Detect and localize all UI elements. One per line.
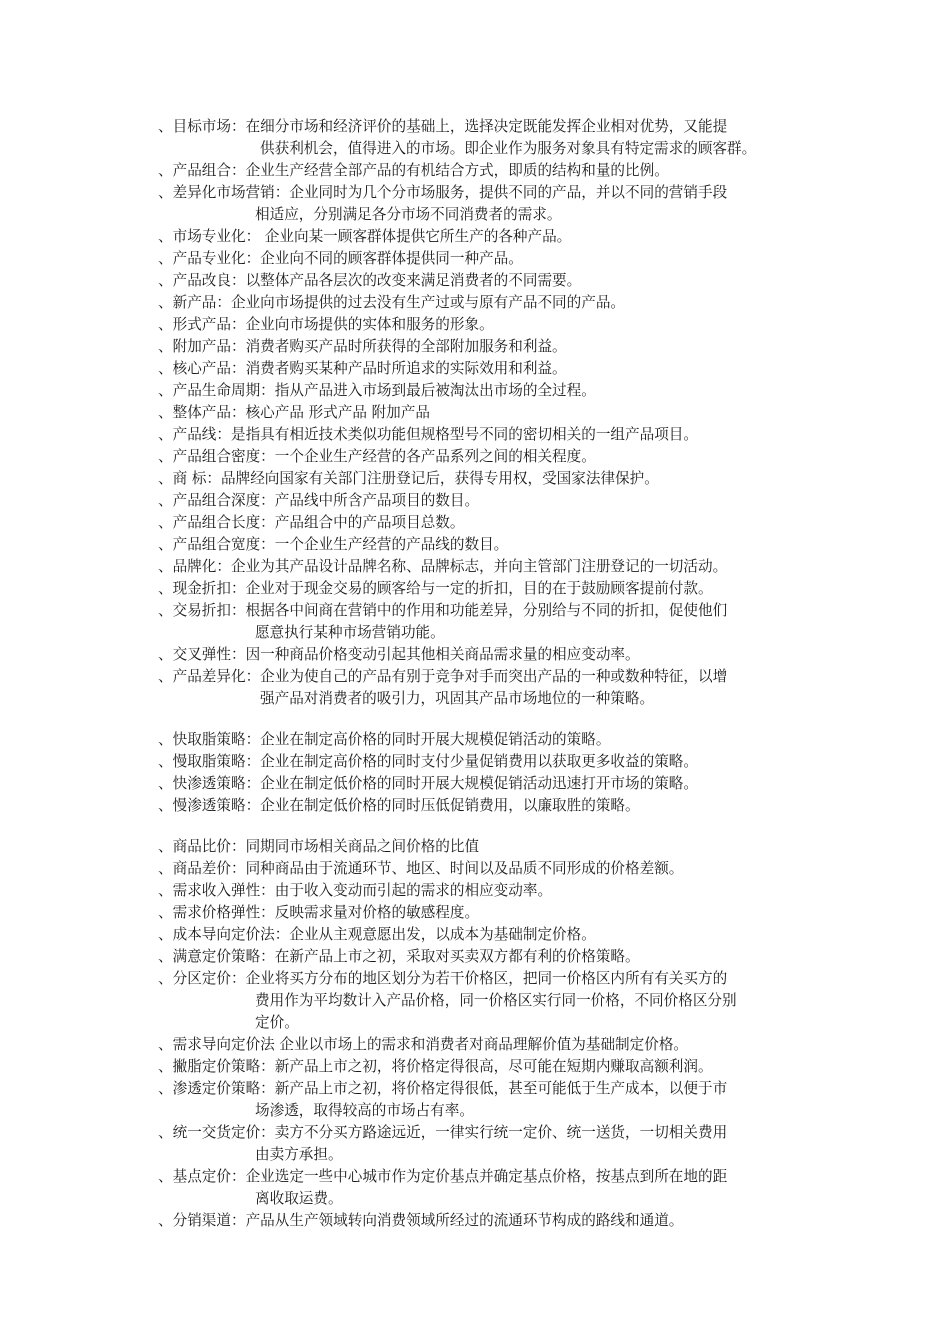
definition-line: 、形式产品：企业向市场提供的实体和服务的形象。 xyxy=(158,316,494,333)
definition-line: 、市场专业化： 企业向某一顾客群体提供它所生产的各种产品。 xyxy=(158,228,572,245)
definition-entry xyxy=(158,968,818,1034)
definition-line: 、撇脂定价策略：新产品上市之初，将价格定得很高，尽可能在短期内赚取高额利润。 xyxy=(158,1058,713,1075)
document-body xyxy=(158,116,818,1232)
definition-line: 、差异化市场营销：企业同时为几个分市场服务，提供不同的产品，并以不同的营销手段 xyxy=(158,184,728,201)
definition-entry xyxy=(158,946,818,968)
definition-line: 、产品改良：以整体产品各层次的改变来满足消费者的不同需要。 xyxy=(158,272,582,289)
definition-entry xyxy=(158,1078,818,1122)
definition-entry xyxy=(158,795,818,817)
definition-line: 、商 标：品牌经向国家有关部门注册登记后，获得专用权，受国家法律保护。 xyxy=(158,470,659,487)
definition-entry xyxy=(158,751,818,773)
definition-line: 、交易折扣：根据各中间商在营销中的作用和功能差异，分别给与不同的折扣，促使他们 xyxy=(158,602,728,619)
definition-entry xyxy=(158,729,818,751)
definition-line: 、产品组合深度：产品线中所含产品项目的数目。 xyxy=(158,492,480,509)
definition-entry xyxy=(158,1056,818,1078)
definition-entry xyxy=(158,836,818,858)
definition-continuation-line: 定价。 xyxy=(255,1014,299,1031)
definition-entry xyxy=(158,556,818,578)
definition-line: 、满意定价策略：在新产品上市之初，采取对买卖双方都有利的价格策略。 xyxy=(158,948,640,965)
definition-line: 、产品专业化：企业向不同的顾客群体提供同一种产品。 xyxy=(158,250,523,267)
definition-entry xyxy=(158,1122,818,1166)
definition-line: 、需求导向定价法 企业以市场上的需求和消费者对商品理解价值为基础制定价格。 xyxy=(158,1036,689,1053)
definition-line: 、产品差异化：企业为使自己的产品有别于竞争对手而突出产品的一种或数种特征，以增 xyxy=(158,668,728,685)
definition-line: 、产品组合密度：一个企业生产经营的各产品系列之间的相关程度。 xyxy=(158,448,596,465)
definition-entry xyxy=(158,924,818,946)
definition-entry xyxy=(158,358,818,380)
definition-line: 、产品组合宽度：一个企业生产经营的产品线的数目。 xyxy=(158,536,509,553)
definition-entry xyxy=(158,446,818,468)
definition-continuation-line: 强产品对消费者的吸引力，巩固其产品市场地位的一种策略。 xyxy=(260,690,655,707)
definition-line: 、新产品：企业向市场提供的过去没有生产过或与原有产品不同的产品。 xyxy=(158,294,626,311)
definition-line: 、核心产品：消费者购买某种产品时所追求的实际效用和利益。 xyxy=(158,360,567,377)
definition-entry xyxy=(158,182,818,226)
definition-entry xyxy=(158,490,818,512)
definition-line: 、品牌化：企业为其产品设计品牌名称、品牌标志，并向主管部门注册登记的一切活动。 xyxy=(158,558,728,575)
definition-line: 、产品线：是指具有相近技术类似功能但规格型号不同的密切相关的一组产品项目。 xyxy=(158,426,698,443)
definition-line: 、慢渗透策略：企业在制定低价格的同时压低促销费用，以廉取胜的策略。 xyxy=(158,797,640,814)
definition-line: 、目标市场：在细分市场和经济评价的基础上，选择决定既能发挥企业相对优势，又能提 xyxy=(158,118,728,135)
definition-entry xyxy=(158,644,818,666)
definition-continuation-line: 离收取运费。 xyxy=(255,1190,343,1207)
section-spacer xyxy=(158,817,818,836)
definition-continuation-line: 愿意执行某种市场营销功能。 xyxy=(255,624,445,641)
definition-entry xyxy=(158,160,818,182)
definition-line: 、产品组合长度：产品组合中的产品项目总数。 xyxy=(158,514,465,531)
definition-entry xyxy=(158,534,818,556)
definition-entry xyxy=(158,314,818,336)
definition-entry xyxy=(158,468,818,490)
definition-continuation-line: 供获利机会，值得进入的市场。即企业作为服务对象具有特定需求的顾客群。 xyxy=(260,140,757,157)
definition-line: 、交叉弹性：因一种商品价格变动引起其他相关商品需求量的相应变动率。 xyxy=(158,646,640,663)
definition-entry xyxy=(158,1034,818,1056)
definition-line: 、需求收入弹性：由于收入变动而引起的需求的相应变动率。 xyxy=(158,882,553,899)
definition-continuation-line: 费用作为平均数计入产品价格，同一价格区实行同一价格，不同价格区分别 xyxy=(255,992,737,1009)
definition-entry xyxy=(158,380,818,402)
definition-line: 、基点定价：企业选定一些中心城市作为定价基点并确定基点价格，按基点到所在地的距 xyxy=(158,1168,728,1185)
definition-entry xyxy=(158,292,818,314)
definition-line: 、商品差价：同种商品由于流通环节、地区、时间以及品质不同形成的价格差额。 xyxy=(158,860,684,877)
definition-entry xyxy=(158,226,818,248)
definition-entry xyxy=(158,666,818,710)
definition-entry xyxy=(158,424,818,446)
definition-line: 、现金折扣：企业对于现金交易的顾客给与一定的折扣，目的在于鼓励顾客提前付款。 xyxy=(158,580,713,597)
definition-entry xyxy=(158,512,818,534)
definition-entry xyxy=(158,902,818,924)
definition-line: 、统一交货定价：卖方不分买方路途远近，一律实行统一定价、统一送货，一切相关费用 xyxy=(158,1124,728,1141)
definition-line: 、商品比价：同期同市场相关商品之间价格的比值 xyxy=(158,838,480,855)
definition-entry xyxy=(158,1166,818,1210)
definition-entry xyxy=(158,773,818,795)
definition-entry xyxy=(158,116,818,160)
definition-entry xyxy=(158,578,818,600)
definition-line: 、需求价格弹性：反映需求量对价格的敏感程度。 xyxy=(158,904,480,921)
definition-line: 、产品组合：企业生产经营全部产品的有机结合方式，即质的结构和量的比例。 xyxy=(158,162,669,179)
section-spacer xyxy=(158,710,818,729)
definition-line: 、整体产品：核心产品 形式产品 附加产品 xyxy=(158,404,430,421)
definition-line: 、分区定价：企业将买方分布的地区划分为若干价格区，把同一价格区内所有有关买方的 xyxy=(158,970,728,987)
definition-entry xyxy=(158,858,818,880)
definition-line: 、分销渠道：产品从生产领域转向消费领域所经过的流通环节构成的路线和通道。 xyxy=(158,1212,684,1229)
definition-entry xyxy=(158,248,818,270)
definition-continuation-line: 场渗透，取得较高的市场占有率。 xyxy=(255,1102,474,1119)
definition-continuation-line: 相适应，分别满足各分市场不同消费者的需求。 xyxy=(255,206,562,223)
definition-entry xyxy=(158,880,818,902)
definition-line: 、成本导向定价法：企业从主观意愿出发，以成本为基础制定价格。 xyxy=(158,926,596,943)
definition-line: 、渗透定价策略：新产品上市之初，将价格定得很低，甚至可能低于生产成本，以便于市 xyxy=(158,1080,728,1097)
definition-line: 、附加产品：消费者购买产品时所获得的全部附加服务和利益。 xyxy=(158,338,567,355)
definition-entry xyxy=(158,600,818,644)
definition-continuation-line: 由卖方承担。 xyxy=(255,1146,343,1163)
definition-line: 、慢取脂策略：企业在制定高价格的同时支付少量促销费用以获取更多收益的策略。 xyxy=(158,753,698,770)
definition-line: 、快取脂策略：企业在制定高价格的同时开展大规模促销活动的策略。 xyxy=(158,731,611,748)
definition-entry xyxy=(158,270,818,292)
definition-line: 、快渗透策略：企业在制定低价格的同时开展大规模促销活动迅速打开市场的策略。 xyxy=(158,775,698,792)
definition-line: 、产品生命周期：指从产品进入市场到最后被淘汰出市场的全过程。 xyxy=(158,382,596,399)
definition-entry xyxy=(158,1210,818,1232)
definition-entry xyxy=(158,336,818,358)
definition-entry xyxy=(158,402,818,424)
